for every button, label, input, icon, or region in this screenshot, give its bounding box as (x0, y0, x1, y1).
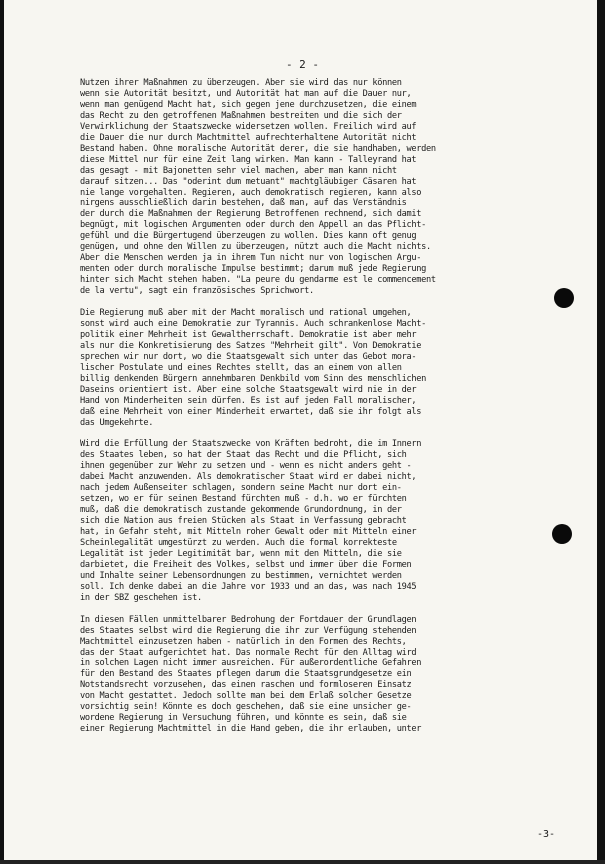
text-line: das der Staat aufgerichtet hat. Das normale Recht für den Alltag wird (80, 647, 417, 658)
text-line: des Staates selbst wird die Regierung die ihr zur Verfügung stehenden (80, 625, 417, 636)
text-line: Aber die Menschen werden ja in ihrem Tun nicht nur von logischen Argu- (80, 253, 422, 264)
text-line: die Dauer die nur durch Machtmittel aufrechterhaltene Autorität nicht (80, 132, 417, 143)
paragraph (80, 308, 580, 428)
paragraph (80, 439, 580, 603)
text-line: der durch die Maßnahmen der Regierung Betroffenen rechnend, sich damit (80, 209, 422, 220)
text-line: sich die Nation aus freien Stücken als Staat in Verfassung gebracht (80, 516, 407, 527)
text-line: menten oder durch moralische Impulse bestimmt; darum muß jede Regierung (80, 264, 426, 275)
text-line: hinter sich Macht stehen haben. "La peure du gendarme est le commencement (80, 275, 436, 286)
text-line: Nutzen ihrer Maßnahmen zu überzeugen. Aber sie wird das nur können (80, 78, 402, 88)
scan-edge-left (0, 0, 4, 864)
text-line: sprechen wir nur dort, wo die Staatsgewalt sich unter das Gebot mora- (80, 351, 417, 362)
text-line: nirgens ausschließlich darin bestehen, daß man, auf das Verständnis (80, 198, 407, 209)
text-line: gefühl und die Bürgertugend überzeugen zu wollen. Dies kann oft genug (80, 231, 417, 242)
text-line: diese Mittel nur für eine Zeit lang wirken. Man kann - Talleyrand hat (80, 154, 417, 165)
text-line: Bestand haben. Ohne moralische Autorität derer, die sie handhaben, werden (80, 143, 436, 154)
text-line: daß eine Mehrheit von einer Minderheit erwartet, daß sie ihr folgt als (80, 406, 422, 417)
text-line: von Macht gestattet. Jedoch sollte man bei dem Erlaß solcher Gesetze (80, 691, 412, 702)
text-line: in der SBZ geschehen ist. (80, 592, 202, 603)
text-line: in solchen Lagen nicht immer ausreichen. Für außerordentliche Gefahren (80, 658, 422, 669)
page-number: - 2 - (285, 58, 320, 71)
text-line: Verwirklichung der Staatszwecke widersetzen wollen. Freilich wird auf (80, 121, 417, 132)
text-line: lischer Postulate und eines Rechtes stellt, das an einem von allen (80, 362, 402, 373)
text-line: muß, daß die demokratisch zustande gekommende Grundordnung, in der (80, 505, 402, 516)
text-line: nach jedem Außenseiter schlagen, sondern seine Macht nur dort ein- (80, 483, 402, 494)
text-line: für den Bestand des Staates pflegen darum die Staatsgrundgesetze ein (80, 669, 412, 680)
text-line: de la vertu", sagt ein französisches Sprichwort. (80, 286, 314, 297)
text-line: und Inhalte seiner Lebensordnungen zu bestimmen, vernichtet werden (80, 570, 402, 581)
text-line: begnügt, mit logischen Argumenten oder durch den Appell an das Pflicht- (80, 220, 426, 231)
text-line: wenn man genügend Macht hat, sich gegen jene durchzusetzen, die einem (80, 99, 417, 110)
text-line: des Staates leben, so hat der Staat das Recht und die Pflicht, sich (80, 450, 407, 461)
text-line: Machtmittel einzusetzen haben - natürlich in den Formen des Rechts, (80, 636, 407, 647)
text-line: darauf sitzen... Das "oderint dum metuant" machtgläubiger Cäsaren hat (80, 176, 417, 187)
text-line: Hand von Minderheiten sein dürfen. Es ist auf jeden Fall moralischer, (80, 395, 417, 406)
text-line: wordene Regierung in Versuchung führen, und könnte es sein, daß sie (80, 713, 407, 724)
text-line: sonst wird auch eine Demokratie zur Tyrannis. Auch schrankenlose Macht- (80, 318, 426, 329)
text-line: Notstandsrecht vorzusehen, das einen raschen und formloseren Einsatz (80, 680, 412, 691)
text-line: soll. Ich denke dabei an die Jahre vor 1933 und an das, was nach 1945 (80, 581, 417, 592)
text-line: darbietet, die Freiheit des Volkes, selbst und immer über die Formen (80, 559, 412, 570)
text-line: Legalität ist jeder Legitimität bar, wenn mit den Mitteln, die sie (80, 548, 402, 559)
paragraph (80, 78, 580, 297)
text-line: das Recht zu den getroffenen Maßnahmen bestreiten und die sich der (80, 110, 402, 121)
text-line: Scheinlegalität umgestürzt zu werden. Auch die formal korrekteste (80, 538, 397, 548)
text-line: als nur die Konkretisierung des Satzes "Mehrheit gilt". Von Demokratie (80, 340, 422, 351)
text-line: genügen, und ohne den Willen zu überzeugen, nützt auch die Macht nichts. (80, 242, 431, 253)
scan-edge-right (597, 0, 605, 864)
text-line: das Umgekehrte. (80, 417, 154, 428)
text-line: Die Regierung muß aber mit der Macht moralisch und rational umgehen, (80, 308, 412, 318)
text-line: setzen, wo er für seinen Bestand fürchten muß - d.h. wo er fürchten (80, 494, 407, 505)
document-body (80, 78, 580, 746)
text-line: dabei Macht anzuwenden. Als demokratischer Staat wird er dabei nicht, (80, 472, 417, 483)
paragraph (80, 615, 580, 735)
text-line: nie lange vorgehalten. Regieren, auch demokratisch regieren, kann also (80, 187, 422, 198)
text-line: In diesen Fällen unmittelbarer Bedrohung der Fortdauer der Grundlagen (80, 614, 417, 625)
text-line: Wird die Erfüllung der Staatszwecke von Kräften bedroht, die im Innern (80, 439, 422, 450)
next-page-marker: -3- (537, 829, 556, 840)
text-line: billig denkenden Bürgern annehmbaren Denkbild vom Sinn des menschlichen (80, 373, 426, 384)
text-line: politik einer Mehrheit ist Gewaltherrschaft. Demokratie ist aber mehr (80, 329, 417, 340)
text-line: vorsichtig sein! Könnte es doch geschehen, daß sie eine unsicher ge- (80, 702, 412, 713)
text-line: Daseins orientiert ist. Aber eine solche Staatsgewalt wird nie in der (80, 384, 417, 395)
text-line: ihnen gegenüber zur Wehr zu setzen und - wenn es nicht anders geht - (80, 461, 412, 472)
scan-edge-bottom (0, 860, 605, 864)
text-line: das gesagt - mit Bajonetten sehr viel machen, aber man kann nicht (80, 165, 397, 176)
text-line: hat, in Gefahr steht, mit Mitteln roher Gewalt oder mit Mitteln einer (80, 527, 417, 538)
text-line: wenn sie Autorität besitzt, und Autorität hat man auf die Dauer nur, (80, 88, 412, 99)
text-line: einer Regierung Machtmittel in die Hand geben, die ihr erlauben, unter (80, 724, 422, 735)
